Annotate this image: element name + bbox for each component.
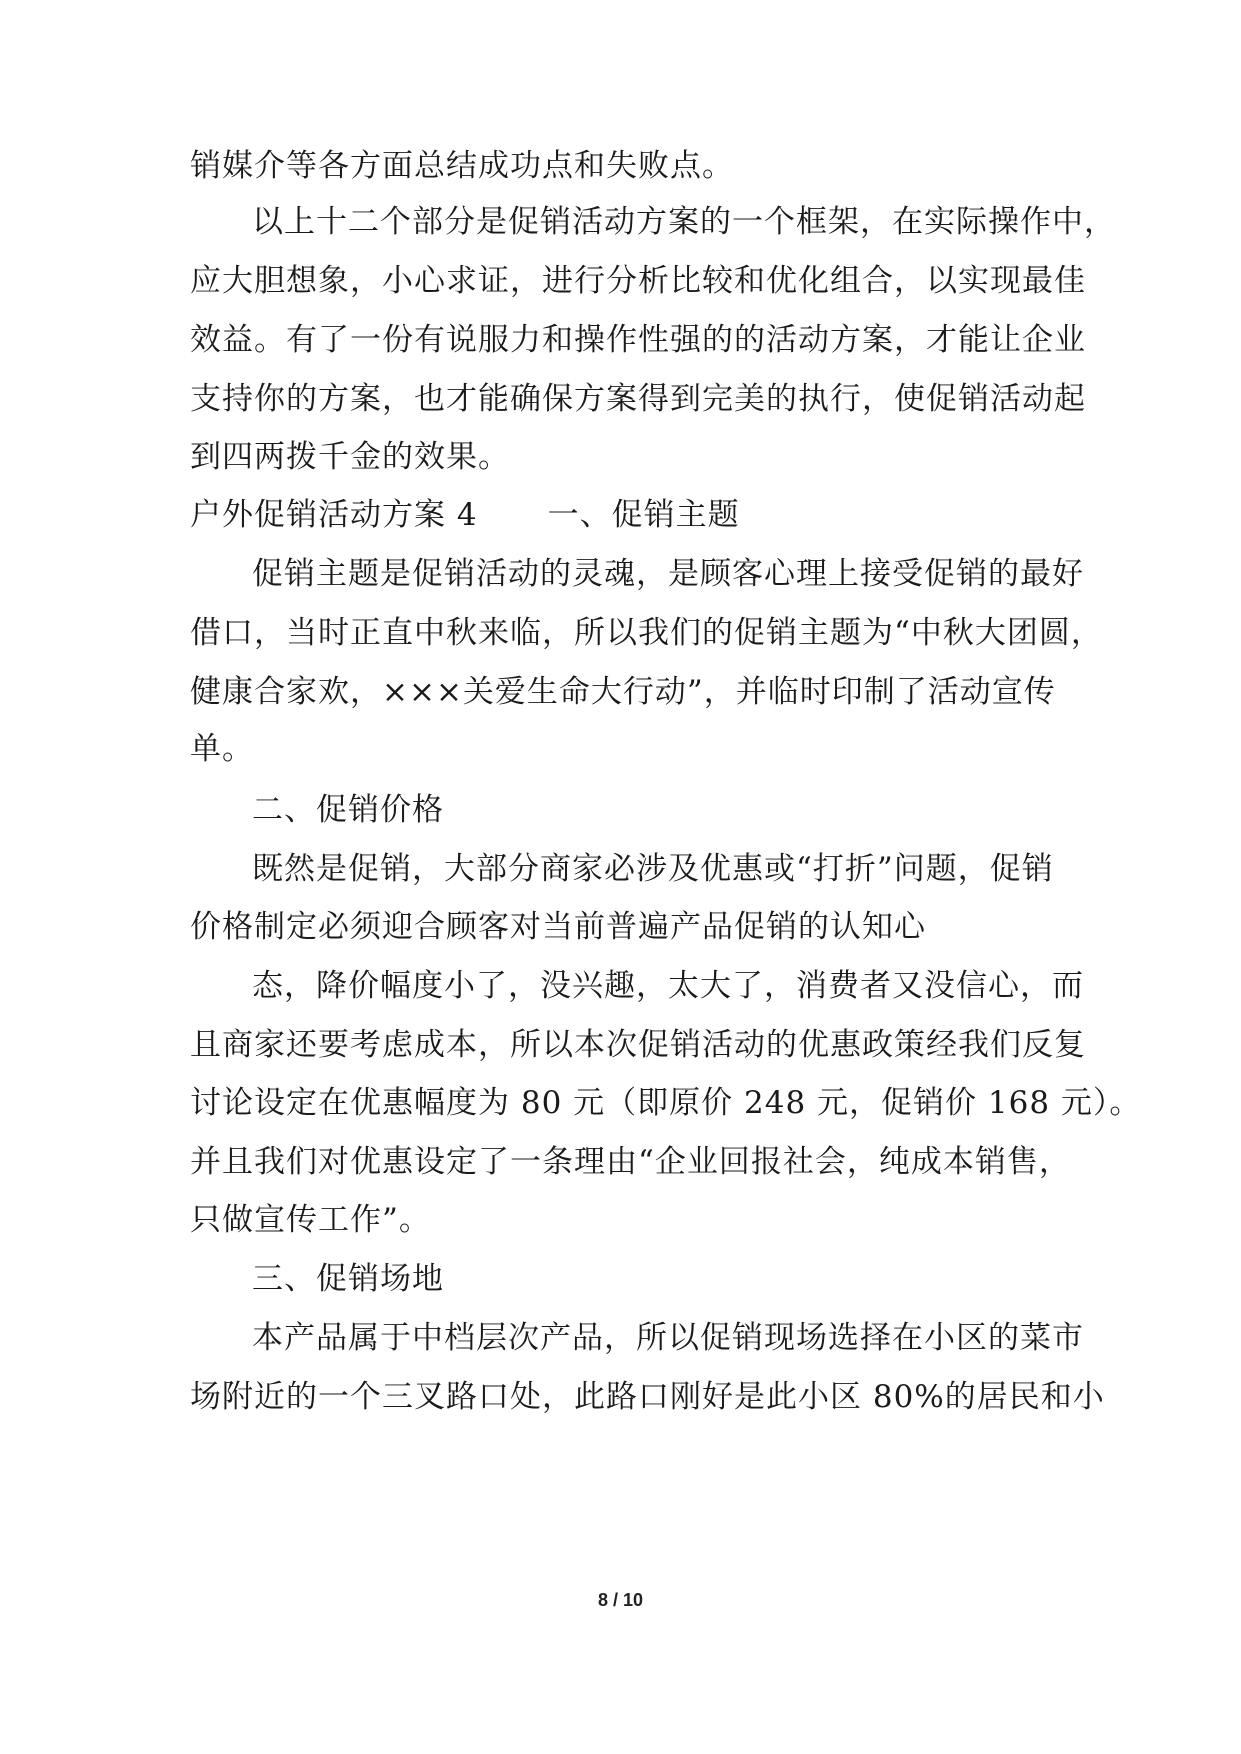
paragraph-line: 价格制定必须迎合顾客对当前普遍产品促销的认知心 bbox=[190, 909, 926, 945]
paragraph-line: 借口，当时正直中秋来临，所以我们的促销主题为“中秋大团圆， bbox=[190, 615, 1103, 651]
page-number: 8 / 10 bbox=[597, 1590, 644, 1610]
paragraph-line: 促销主题是促销活动的灵魂，是顾客心理上接受促销的最好 bbox=[252, 556, 1084, 592]
section-subheading: 二、促销价格 bbox=[252, 792, 444, 828]
paragraph-line: 并且我们对优惠设定了一条理由“企业回报社会，纯成本销售， bbox=[190, 1144, 1071, 1180]
paragraph-line: 既然是促销，大部分商家必涉及优惠或“打折”问题，促销 bbox=[252, 851, 1054, 887]
paragraph-line: 只做宣传工作”。 bbox=[190, 1202, 431, 1238]
paragraph-line: 应大胆想象，小心求证，进行分析比较和优化组合，以实现最佳 bbox=[190, 263, 1086, 299]
paragraph-line: 本产品属于中档层次产品，所以促销现场选择在小区的菜市 bbox=[252, 1320, 1084, 1356]
section-heading-line bbox=[190, 495, 740, 535]
paragraph-line: 支持你的方案，也才能确保方案得到完美的执行，使促销活动起 bbox=[190, 381, 1086, 417]
paragraph-line: 讨论设定在优惠幅度为 80 元（即原价 248 元，促销价 168 元）。 bbox=[190, 1085, 1142, 1121]
paragraph-line: 健康合家欢，×××关爱生命大行动”，并临时印制了活动宣传 bbox=[190, 674, 1056, 710]
paragraph-line: 效益。有了一份有说服力和操作性强的的活动方案，才能让企业 bbox=[190, 322, 1086, 358]
paragraph-line: 单。 bbox=[190, 731, 254, 767]
paragraph-line: 销媒介等各方面总结成功点和失败点。 bbox=[190, 148, 734, 184]
paragraph-line: 场附近的一个三叉路口处，此路口刚好是此小区 80%的居民和小 bbox=[190, 1379, 1105, 1415]
paragraph-line: 到四两拨千金的效果。 bbox=[190, 439, 510, 475]
paragraph-line: 态，降价幅度小了，没兴趣，太大了，消费者又没信心，而 bbox=[252, 968, 1084, 1004]
paragraph-line: 以上十二个部分是促销活动方案的一个框架，在实际操作中， bbox=[252, 204, 1116, 240]
section-title: 户外促销活动方案 4 bbox=[190, 497, 478, 533]
section-subheading: 三、促销场地 bbox=[252, 1261, 444, 1297]
section-subheading: 一、促销主题 bbox=[547, 497, 740, 533]
paragraph-line: 且商家还要考虑成本，所以本次促销活动的优惠政策经我们反复 bbox=[190, 1027, 1086, 1063]
